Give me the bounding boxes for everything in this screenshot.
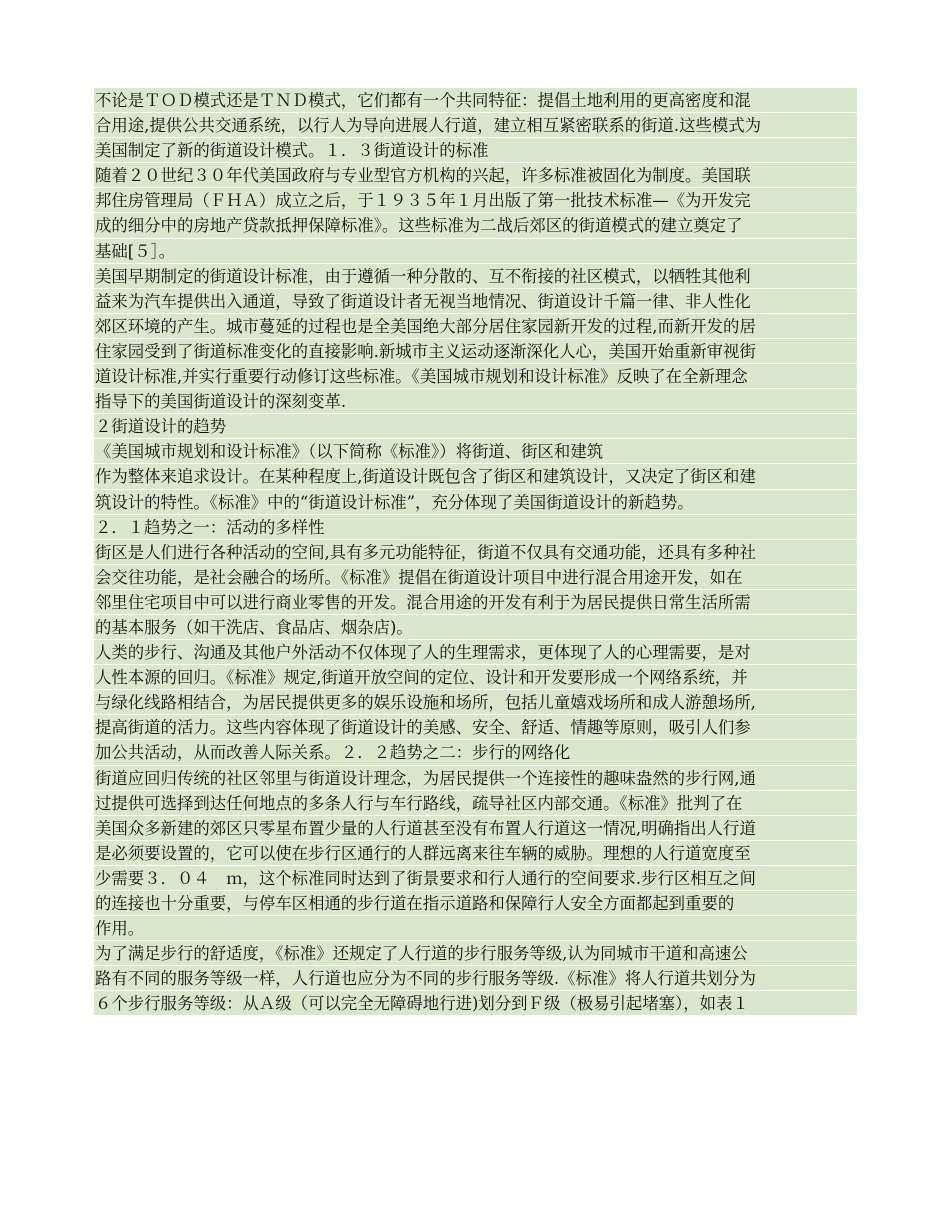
text-line: 路有不同的服务等级一样，人行道也应分为不同的步行服务等级.《标准》将人行道共划分为 [94,966,857,991]
paragraph [94,515,857,540]
text-line: 成的细分中的房地产贷款抵押保障标准》。这些标准为二战后郊区的街道模式的建立奠定了 [94,213,857,238]
text-line: 街道应回归传统的社区邻里与街道设计理念，为居民提供一个连接性的趣味盎然的步行网,通 [94,766,857,791]
text-line: 的连接也十分重要，与停车区相通的步行道在指示道路和保障行人安全方面都起到重要的 [94,891,857,916]
text-line: ６个步行服务等级：从Ａ级（可以完全无障碍地行进)划分到Ｆ级（极易引起堵塞），如表１ [94,991,857,1016]
text-line: 指导下的美国街道设计的深刻变革. [94,389,857,414]
text-line: 基础[５］。 [94,239,857,264]
document-text-column [94,88,857,1016]
text-line: 与绿化线路相结合，为居民提供更多的娱乐设施和场所，包括儿童嬉戏场所和成人游憩场所, [94,690,857,715]
text-line: 作为整体来追求设计。在某种程度上,街道设计既包含了街区和建筑设计，又决定了街区和建 [94,464,857,489]
paragraph [94,414,857,439]
text-line: 益来为汽车提供出入通道，导致了街道设计者无视当地情况、街道设计千篇一律、非人性化 [94,289,857,314]
text-line: ２街道设计的趋势 [94,414,857,439]
paragraph [94,540,857,640]
text-line: 的基本服务（如干洗店、食品店、烟杂店)。 [94,615,857,640]
text-line: 随着２０世纪３０年代美国政府与专业型官方机构的兴起，许多标准被固化为制度。美国联 [94,163,857,188]
paragraph [94,464,857,514]
text-line: 街区是人们进行各种活动的空间,具有多元功能特征，街道不仅具有交通功能，还具有多种社 [94,540,857,565]
text-line: 为了满足步行的舒适度，《标准》还规定了人行道的步行服务等级,认为同城市干道和高速公 [94,941,857,966]
text-line: 住家园受到了街道标准变化的直接影响.新城市主义运动逐渐深化人心，美国开始重新审视街 [94,339,857,364]
paragraph [94,88,857,163]
text-line: 提高街道的活力。这些内容体现了街道设计的美感、安全、舒适、情趣等原则，吸引人们参 [94,715,857,740]
text-line: 合用途,提供公共交通系统，以行人为导向进展人行道，建立相互紧密联系的街道.这些模式为 [94,113,857,138]
text-line: 美国早期制定的街道设计标准，由于遵循一种分散的、互不衔接的社区模式，以牺牲其他利 [94,264,857,289]
text-line: ２．１趋势之一：活动的多样性 [94,515,857,540]
paragraph [94,766,857,942]
paragraph [94,439,857,464]
text-line: 人类的步行、沟通及其他户外活动不仅体现了人的生理需求，更体现了人的心理需要，是对 [94,640,857,665]
text-line: 过提供可选择到达任何地点的多条人行与车行路线，疏导社区内部交通。《标准》批判了在 [94,791,857,816]
text-line: 《美国城市规划和设计标准》（以下简称《标准》）将街道、街区和建筑 [94,439,857,464]
paragraph [94,264,857,415]
paragraph [94,941,857,1016]
text-line: 少需要３．０４ ｍ，这个标准同时达到了街景要求和行人通行的空间要求.步行区相互之间 [94,866,857,891]
text-line: 美国众多新建的郊区只零星布置少量的人行道甚至没有布置人行道这一情况,明确指出人行道 [94,816,857,841]
text-line: 筑设计的特性。《标准》中的“街道设计标准”，充分体现了美国街道设计的新趋势。 [94,490,857,515]
text-line: 会交往功能，是社会融合的场所。《标准》提倡在街道设计项目中进行混合用途开发，如在 [94,565,857,590]
paragraph [94,163,857,263]
text-line: 是必须要设置的，它可以使在步行区通行的人群远离来往车辆的威胁。理想的人行道宽度至 [94,841,857,866]
text-line: 作用。 [94,916,857,941]
paragraph [94,640,857,765]
text-line: 美国制定了新的街道设计模式。１．３街道设计的标准 [94,138,857,163]
text-line: 邻里住宅项目中可以进行商业零售的开发。混合用途的开发有利于为居民提供日常生活所需 [94,590,857,615]
text-line: 郊区环境的产生。城市蔓延的过程也是全美国绝大部分居住家园新开发的过程,而新开发的居 [94,314,857,339]
text-line: 人性本源的回归。《标准》规定,街道开放空间的定位、设计和开发要形成一个网络系统，并 [94,665,857,690]
text-line: 道设计标准,并实行重要行动修订这些标准。《美国城市规划和设计标准》反映了在全新理念 [94,364,857,389]
text-line: 加公共活动，从而改善人际关系。２．２趋势之二：步行的网络化 [94,740,857,765]
text-line: 不论是ＴＯＤ模式还是ＴＮＤ模式，它们都有一个共同特征：提倡土地利用的更高密度和混 [94,88,857,113]
text-line: 邦住房管理局（ＦＨＡ）成立之后，于１９３５年１月出版了第一批技术标准—《为开发完 [94,188,857,213]
